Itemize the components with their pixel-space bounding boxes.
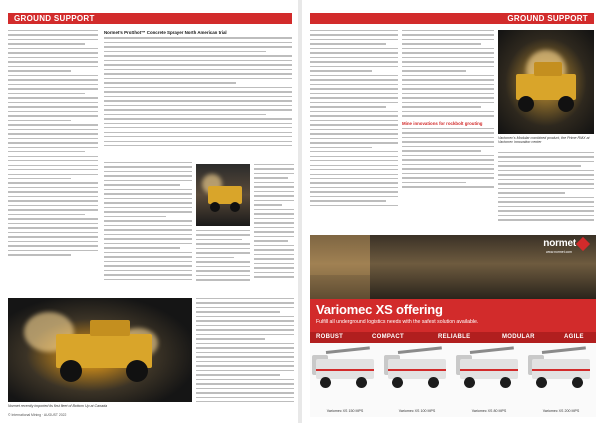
right-column-2 xyxy=(402,30,494,230)
left-header-label: GROUND SUPPORT xyxy=(14,14,95,23)
product-truck-1 xyxy=(310,351,380,413)
normet-advertisement[interactable] xyxy=(310,235,596,417)
photo-caption: Normet recently imported its first fleet of Bottom Up at Canada xyxy=(8,404,108,408)
left-article-block xyxy=(104,30,292,156)
ad-banner-photo xyxy=(310,235,596,299)
article-photo-small xyxy=(196,164,250,226)
page-footer: © International Mining · AUGUST 2022 xyxy=(8,413,67,417)
ad-feature-band xyxy=(310,332,596,343)
ad-feature-compact: COMPACT xyxy=(372,334,404,340)
right-photo-caption xyxy=(498,136,594,148)
product-label-3: Variomec XS 80 MPS xyxy=(471,409,507,413)
left-column-2 xyxy=(104,162,192,292)
left-page xyxy=(0,0,298,423)
product-label-4: Variomec XS 200 MPS xyxy=(542,409,580,413)
product-label-1: Variomec XS 150 MPS xyxy=(326,409,364,413)
left-column-2b xyxy=(196,230,250,292)
ad-products xyxy=(310,343,596,417)
article-title: Normet’s ProShot™ Concrete Sprayer North American trial xyxy=(104,30,227,35)
product-truck-4 xyxy=(526,351,596,413)
ad-feature-agile: AGILE xyxy=(564,334,584,340)
normet-logo-icon xyxy=(576,237,590,251)
ad-feature-reliable: RELIABLE xyxy=(438,334,471,340)
right-caption-text: Variomec’s Modular combined product, the Prime RMX at Variomec innovation center xyxy=(498,136,590,145)
article-photo-large xyxy=(8,298,192,402)
left-column-1 xyxy=(8,30,98,292)
right-header-label: GROUND SUPPORT xyxy=(507,14,588,23)
ad-url[interactable]: www.normet.com xyxy=(545,250,572,254)
ad-feature-robust: ROBUST xyxy=(316,334,344,340)
product-truck-2 xyxy=(382,351,452,413)
right-page xyxy=(302,0,600,423)
left-section-header xyxy=(8,13,292,24)
right-column-1 xyxy=(310,30,398,230)
product-truck-3 xyxy=(454,351,524,413)
right-column-3 xyxy=(498,152,594,232)
product-label-2: Variomec XS 100 MPS xyxy=(398,409,436,413)
ad-logo: normet xyxy=(543,238,576,249)
ad-title: Variomec XS offering xyxy=(316,302,443,317)
ad-subtitle: Fulfill all underground logistics needs with the safest solution available. xyxy=(316,319,479,325)
left-column-4 xyxy=(196,298,294,402)
subhead-innovations: Mine innovations for rockbolt grouting xyxy=(402,120,483,126)
ad-title-band xyxy=(310,299,596,332)
right-photo xyxy=(498,30,594,134)
right-section-header xyxy=(310,13,594,24)
ad-feature-modular: MODULAR xyxy=(502,334,535,340)
left-column-3 xyxy=(254,164,294,292)
